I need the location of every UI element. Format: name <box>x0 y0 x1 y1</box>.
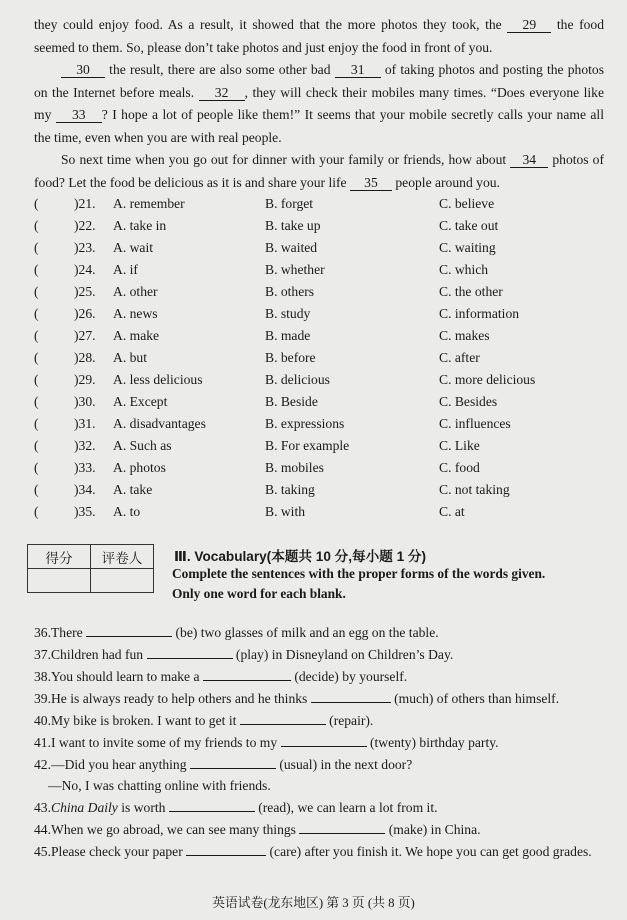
question-44: 44.When we go abroad, we can see many things (make) in China. <box>34 822 481 837</box>
question-40: 40.My bike is broken. I want to get it (repair). <box>34 713 374 728</box>
question-43: 43.China Daily is worth (read), we can learn a lot from it. <box>34 800 438 815</box>
answer-blank-38[interactable] <box>203 668 291 681</box>
answer-blank-44[interactable] <box>299 821 385 834</box>
blank-35: 35 <box>350 175 392 191</box>
answer-blank-41[interactable] <box>281 734 367 747</box>
passage-paragraph-2: 30 the result, there are also some other bad 31 of taking photos and posting the photos on the Internet before meals. 32 , they will check their mobiles many times. “Does everyone like my 33 ? I hope a lot of people like them!” It seems that your mobile secretly calls your name all the time, even when you are with real people. <box>34 62 604 145</box>
question-41: 41.I want to invite some of my friends to my (twenty) birthday party. <box>34 735 499 750</box>
passage-paragraph-1: they could enjoy food. As a result, it showed that the more photos they took, the 29 the food seemed to them. So, please don’t take photos and just enjoy the food in front of you. <box>34 17 605 55</box>
answer-blank-42[interactable] <box>190 756 276 769</box>
blank-31: 31 <box>335 62 381 78</box>
answer-blank-43[interactable] <box>169 799 255 812</box>
answer-blank-37[interactable] <box>147 646 233 659</box>
blank-34: 34 <box>510 152 548 168</box>
section-instruction-2: Only one word for each blank. <box>172 586 346 601</box>
section-title: Ⅲ. Vocabulary(本题共 10 分,每小题 1 分) <box>174 549 427 564</box>
score-box <box>27 544 154 593</box>
page-footer: 英语试卷(龙东地区) 第 3 页 (共 8 页) <box>212 896 415 910</box>
blank-32: 32 <box>199 85 245 101</box>
score-cell[interactable] <box>28 569 91 593</box>
blank-33: 33 <box>56 107 102 123</box>
score-label: 得分 <box>28 545 91 569</box>
passage-paragraph-3: So next time when you go out for dinner with your family or friends, how about 34 photos of food? Let the food be delicious as it is and share your life 35 people around you. <box>34 152 605 190</box>
question-42-reply: —No, I was chatting online with friends. <box>48 778 271 793</box>
section-instruction-1: Complete the sentences with the proper forms of the words given. <box>172 566 546 581</box>
answer-blank-40[interactable] <box>240 712 326 725</box>
answer-blank-39[interactable] <box>311 690 391 703</box>
question-38: 38.You should learn to make a (decide) by yourself. <box>34 669 408 684</box>
question-45: 45.Please check your paper (care) after you finish it. We hope you can get good grades. <box>34 844 592 859</box>
grader-cell[interactable] <box>91 569 154 593</box>
answer-blank-45[interactable] <box>186 843 266 856</box>
question-37: 37.Children had fun (play) in Disneyland on Children’s Day. <box>34 647 454 662</box>
answer-blank-36[interactable] <box>86 624 172 637</box>
question-42: 42.—Did you hear anything (usual) in the next door? <box>34 757 413 772</box>
question-39: 39.He is always ready to help others and he thinks (much) of others than himself. <box>34 691 560 706</box>
grader-label: 评卷人 <box>91 545 154 569</box>
question-36: 36.There (be) two glasses of milk and an egg on the table. <box>34 625 439 640</box>
blank-29: 29 <box>507 17 551 33</box>
blank-30: 30 <box>61 62 105 78</box>
